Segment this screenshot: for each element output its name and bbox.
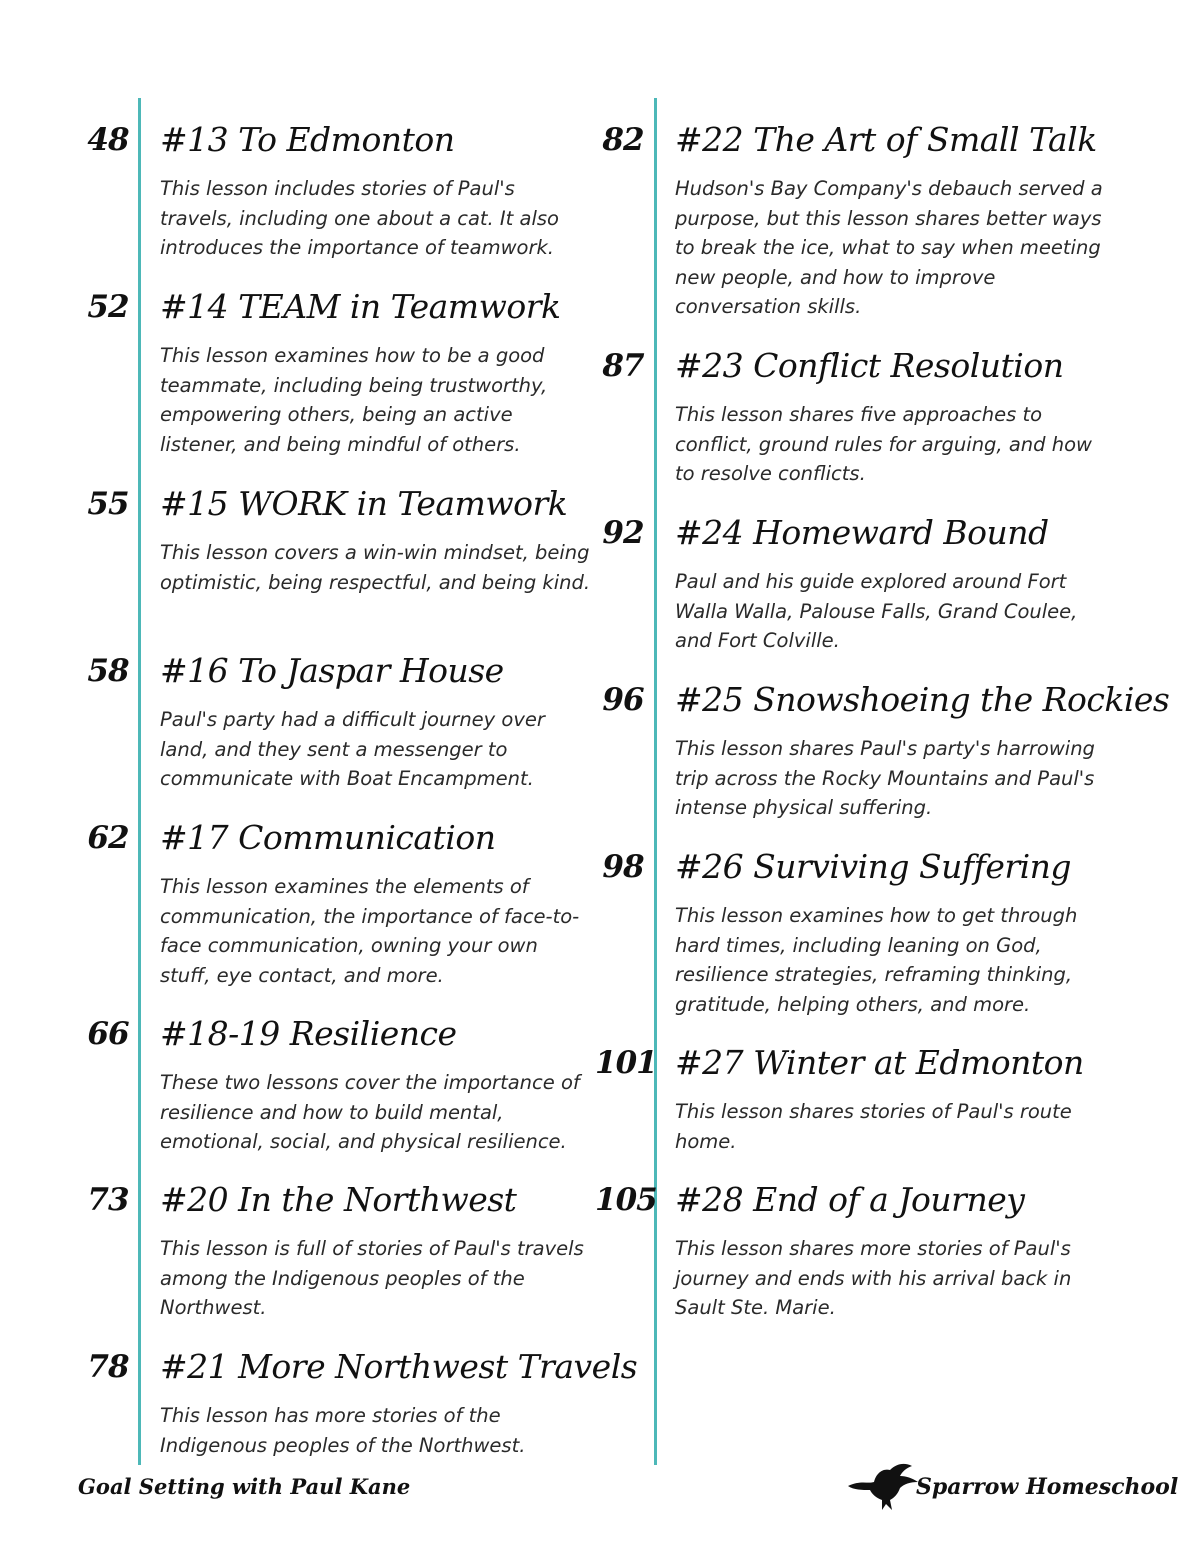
lesson-title: #14 TEAM in Teamwork xyxy=(160,287,561,326)
sparrow-icon xyxy=(846,1460,920,1512)
lesson-title: #15 WORK in Teamwork xyxy=(160,484,568,523)
page-number: 55 xyxy=(87,486,129,522)
page-number: 73 xyxy=(87,1182,129,1218)
lesson-title: #23 Conflict Resolution xyxy=(675,346,1064,385)
lesson-title: #20 In the Northwest xyxy=(160,1180,517,1219)
lesson-description: This lesson is full of stories of Paul's travels among the Indigenous peoples of the Northwest. xyxy=(160,1237,584,1319)
brand-logo xyxy=(846,1460,1179,1512)
lesson-description: This lesson includes stories of Paul's travels, including one about a cat. It also introduces the importance of teamwork. xyxy=(160,177,559,259)
page-number: 48 xyxy=(87,122,129,158)
lesson-description: This lesson shares five approaches to conflict, ground rules for arguing, and how to resolve conflicts. xyxy=(675,403,1092,485)
page-number: 66 xyxy=(87,1016,129,1052)
right-column xyxy=(595,98,1170,1465)
lesson-title: #27 Winter at Edmonton xyxy=(675,1043,1084,1082)
lesson-title: #25 Snowshoeing the Rockies xyxy=(675,680,1170,719)
lesson-description: This lesson shares more stories of Paul's journey and ends with his arrival back in Sault Ste. Marie. xyxy=(675,1237,1072,1319)
page-number: 98 xyxy=(602,849,644,885)
footer-book-title: Goal Setting with Paul Kane xyxy=(78,1474,411,1499)
lesson-description: These two lessons cover the importance of resilience and how to build mental, emotional, social, and physical resilience. xyxy=(160,1071,580,1153)
lesson-description: Paul and his guide explored around Fort Walla Walla, Palouse Falls, Grand Coulee, and Fort Colville. xyxy=(675,570,1078,652)
page-number: 92 xyxy=(602,515,644,551)
lesson-description: This lesson has more stories of the Indigenous peoples of the Northwest. xyxy=(160,1404,526,1457)
lesson-description: This lesson covers a win-win mindset, being optimistic, being respectful, and being kind. xyxy=(160,541,591,594)
lesson-title: #13 To Edmonton xyxy=(160,120,455,159)
page-number: 87 xyxy=(602,348,644,384)
lesson-description: This lesson examines how to get through hard times, including leaning on God, resilience strategies, reframing thinking, gratitude, helping others, and more. xyxy=(675,904,1078,1016)
lesson-title: #16 To Jaspar House xyxy=(160,651,504,690)
lesson-description: This lesson shares stories of Paul's route home. xyxy=(675,1100,1072,1153)
lesson-description: This lesson shares Paul's party's harrowing trip across the Rocky Mountains and Paul's intense physical suffering. xyxy=(675,737,1095,819)
lesson-title: #18-19 Resilience xyxy=(160,1014,457,1053)
lesson-title: #24 Homeward Bound xyxy=(675,513,1049,552)
page-number: 105 xyxy=(595,1182,657,1218)
lesson-title: #21 More Northwest Travels xyxy=(160,1347,638,1386)
lesson-title: #26 Surviving Suffering xyxy=(675,847,1072,886)
page-number: 101 xyxy=(595,1045,657,1081)
lesson-description: Paul's party had a difficult journey over land, and they sent a messenger to communicate with Boat Encampment. xyxy=(160,708,545,790)
lesson-description: Hudson's Bay Company's debauch served a purpose, but this lesson shares better ways to break the ice, what to say when meeting new people, and how to improve conversation skills. xyxy=(675,177,1103,318)
lesson-title: #22 The Art of Small Talk xyxy=(675,120,1097,159)
lesson-description: This lesson examines how to be a good teammate, including being trustworthy, empowering others, being an active listener, and being mindful of others. xyxy=(160,344,548,456)
page-number: 82 xyxy=(602,122,644,158)
lesson-title: #28 End of a Journey xyxy=(675,1180,1025,1219)
page-number: 52 xyxy=(87,289,129,325)
lesson-title: #17 Communication xyxy=(160,818,496,857)
page-number: 78 xyxy=(87,1349,129,1385)
page-number: 58 xyxy=(87,653,129,689)
page-number: 62 xyxy=(87,820,129,856)
lesson-description: This lesson examines the elements of communication, the importance of face-to-face communication, owning your own stuff, eye contact, and more. xyxy=(160,875,580,987)
page-number: 96 xyxy=(602,682,644,718)
brand-name: Sparrow Homeschool xyxy=(916,1474,1179,1500)
